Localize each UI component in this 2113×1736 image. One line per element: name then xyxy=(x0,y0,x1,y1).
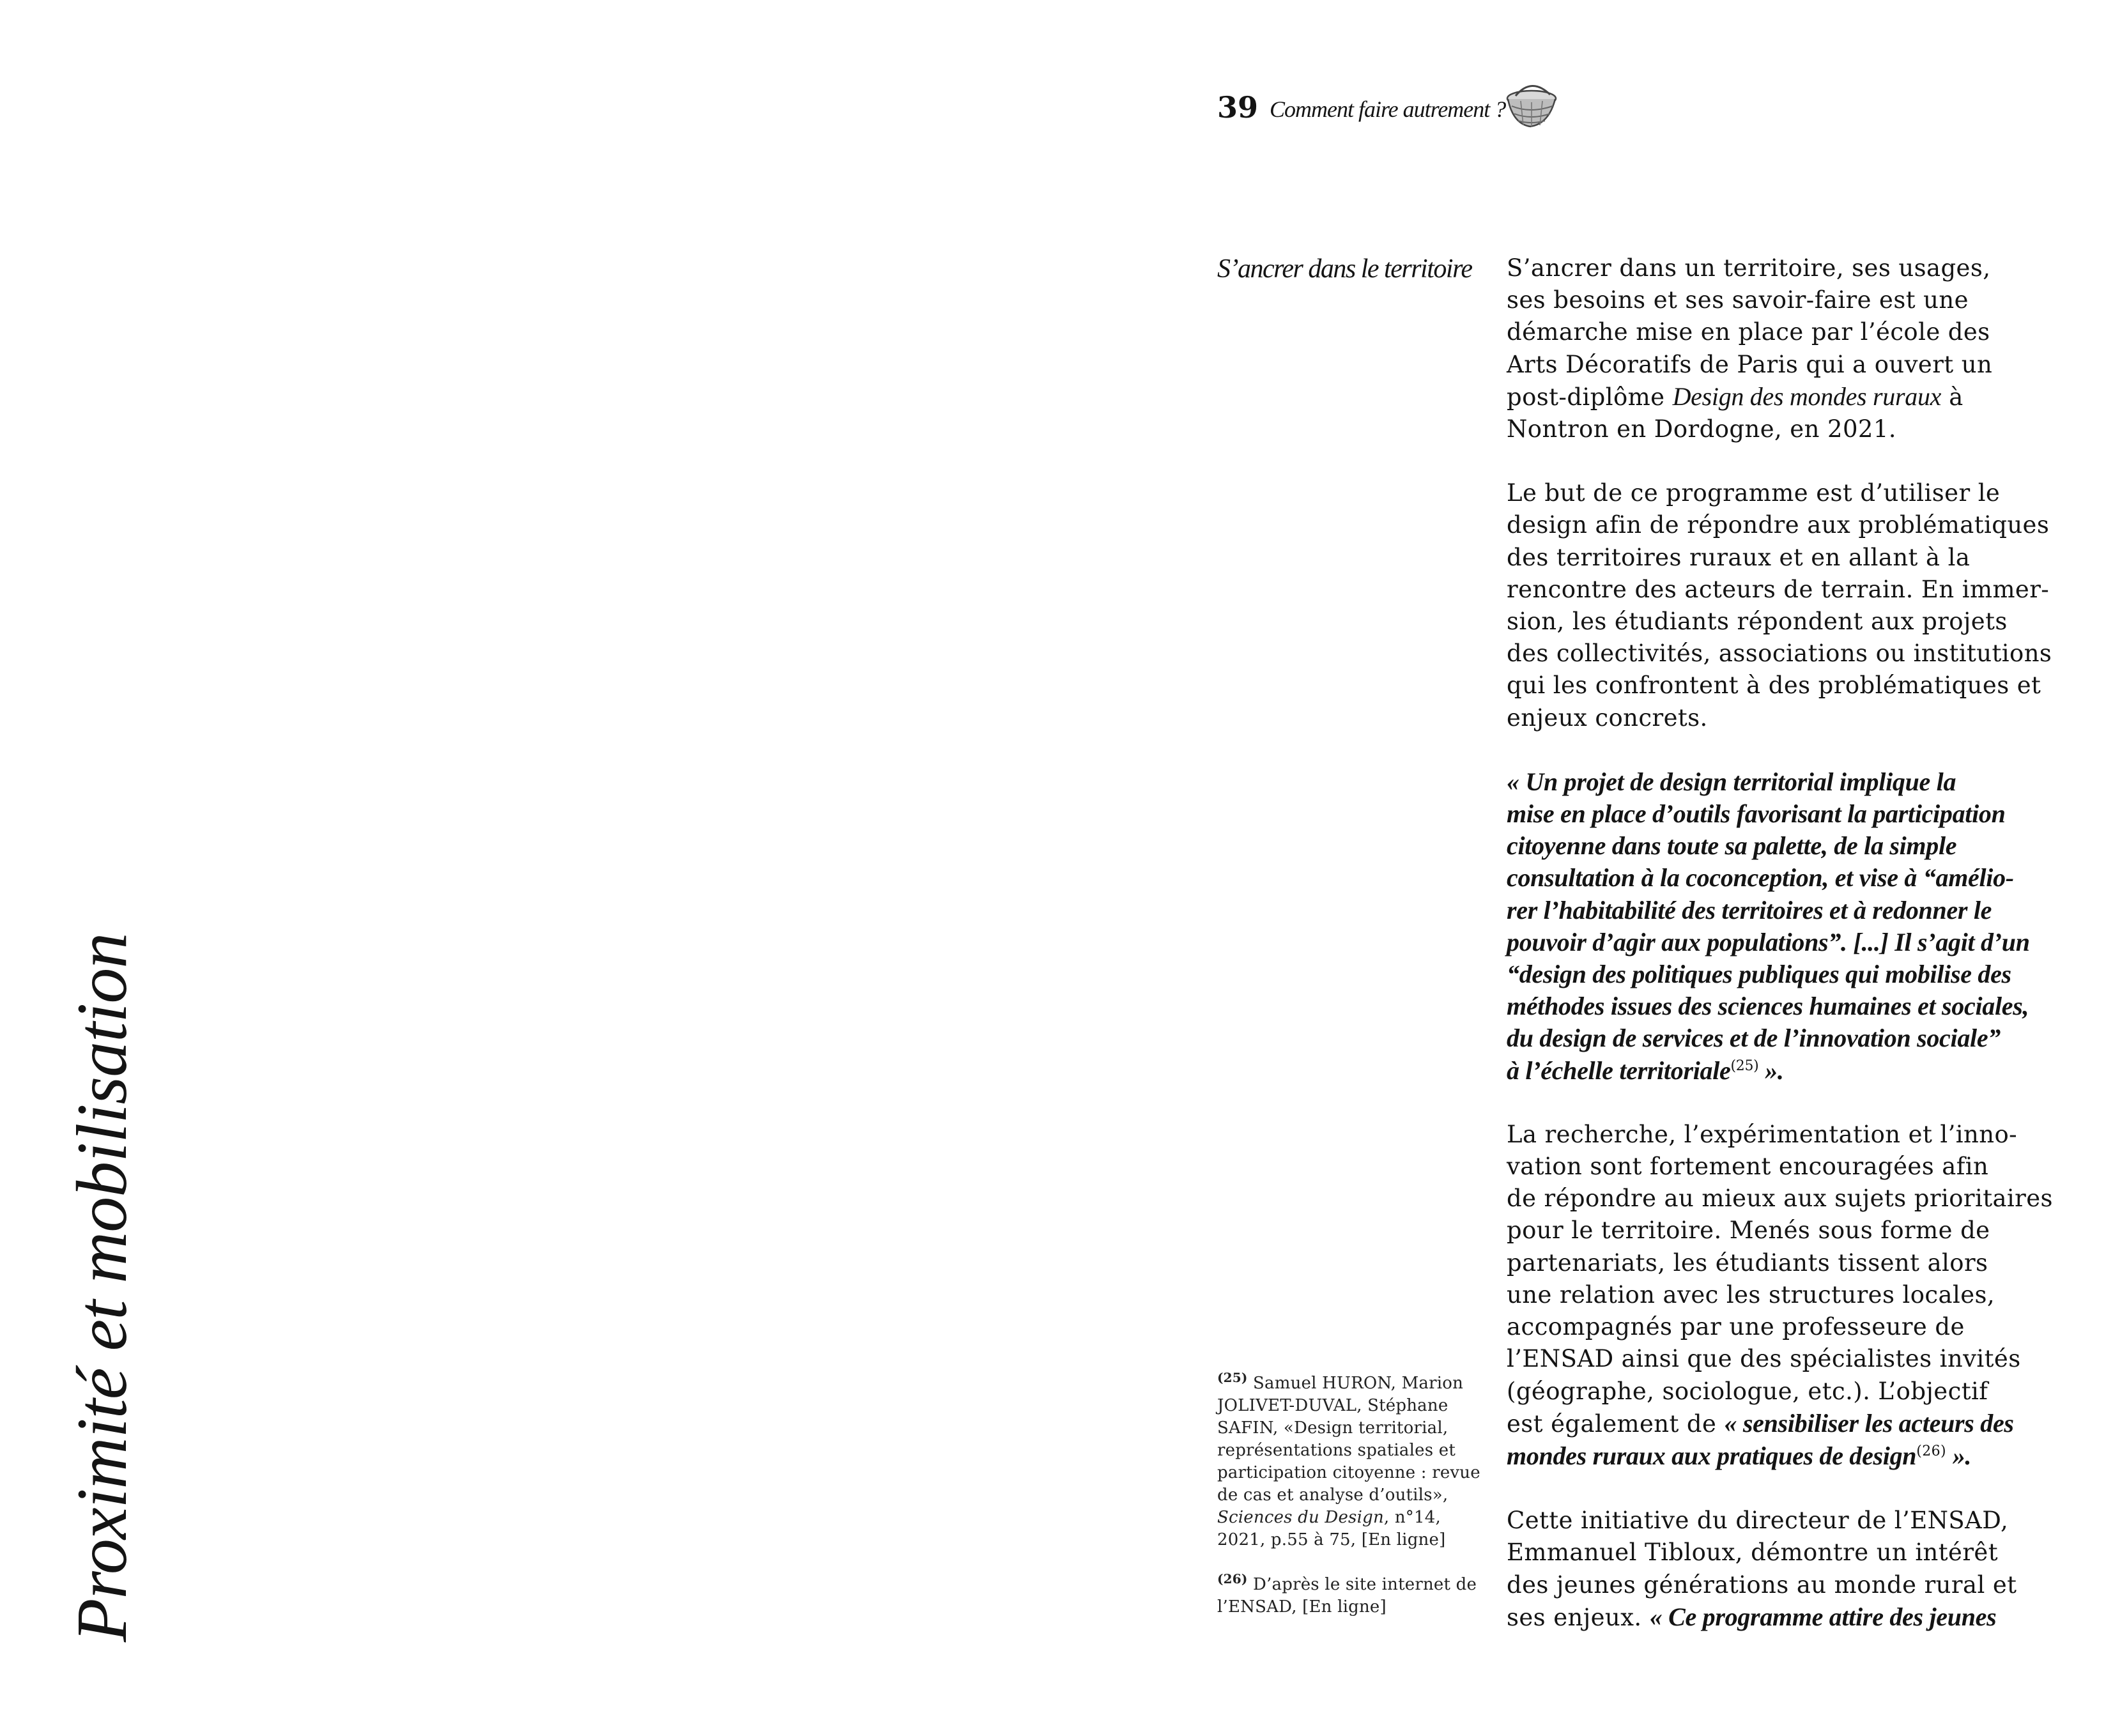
text-line: enjeux concrets. xyxy=(1507,703,1708,732)
text-line: une relation avec les structures locales, xyxy=(1507,1280,1995,1309)
left-page-title-area xyxy=(63,933,142,1642)
footnote-number: (26) xyxy=(1217,1571,1248,1586)
block-quote xyxy=(1507,766,2069,1087)
vertical-section-title: Proximité et mobilisation xyxy=(63,933,142,1642)
text-line: des collectivités, associations ou institutions xyxy=(1507,640,2052,668)
quote-line: « Un projet de design territorial implique la xyxy=(1507,767,1956,796)
text-segment: post-diplôme xyxy=(1507,383,1673,411)
paragraph-3 xyxy=(1507,1119,2069,1473)
text-line xyxy=(1507,1408,2069,1440)
quote-line: consultation à la coconception, et vise à “amélio- xyxy=(1507,863,2014,893)
text-line: S’ancrer dans un territoire, ses usages, xyxy=(1507,254,1991,282)
footnote-ref-25: (25) xyxy=(1730,1057,1759,1074)
text-segment: à l’échelle territoriale xyxy=(1507,1056,1731,1085)
page-number: 39 xyxy=(1217,90,1259,125)
text-line: La recherche, l’expérimentation et l’inno- xyxy=(1507,1120,2018,1148)
text-line: design afin de répondre aux problématiques xyxy=(1507,511,2050,539)
paragraph-1 xyxy=(1507,252,2069,445)
text-line: des jeunes générations au monde rural et xyxy=(1507,1571,2017,1599)
running-title: Comment faire autrement ? xyxy=(1270,96,1506,122)
text-line: Le but de ce programme est d’utiliser le xyxy=(1507,479,2001,507)
quote-line: “design des politiques publiques qui mobilise des xyxy=(1507,960,2011,989)
text-segment: ». xyxy=(1946,1441,1972,1470)
text-line: ses besoins et ses savoir-faire est une xyxy=(1507,286,1969,314)
margin-label: S’ancrer dans le territoire xyxy=(1217,254,1472,284)
footnotes xyxy=(1217,1372,1486,1641)
text-line: Nontron en Dordogne, en 2021. xyxy=(1507,415,1896,443)
text-line: accompagnés par une professeure de xyxy=(1507,1313,1965,1341)
text-line: démarche mise en place par l’école des xyxy=(1507,318,1990,346)
text-line: sion, les étudiants répondent aux projets xyxy=(1507,608,2008,636)
footnote-text: Samuel HURON, Marion JOLIVET-DUVAL, Stéphane SAFIN, «Design territorial, représentations spatiales et participation citoyenne : revue de cas et analyse d’outils», xyxy=(1217,1374,1480,1505)
footnote-26 xyxy=(1217,1571,1486,1618)
text-line: qui les confrontent à des problématiques et xyxy=(1507,672,2041,700)
text-line: vation sont fortement encouragées afin xyxy=(1507,1153,1989,1181)
text-line: (géographe, sociologue, etc.). L’objectif xyxy=(1507,1377,1988,1405)
quote-line: du design de services et de l’innovation sociale” xyxy=(1507,1024,2001,1053)
text-line xyxy=(1507,381,2069,413)
footnote-text: D’après le site internet de l’ENSAD, [En ligne] xyxy=(1217,1575,1477,1617)
italic-title: Design des mondes ruraux xyxy=(1672,381,1942,411)
main-text-column xyxy=(1507,252,2069,1666)
text-segment: est également de xyxy=(1507,1410,1725,1438)
quote-line: pouvoir d’agir aux populations”. [...] Il s’agit d’un xyxy=(1507,927,2030,956)
text-line: Cette initiative du directeur de l’ENSAD, xyxy=(1507,1507,2009,1535)
text-line: Emmanuel Tibloux, démontre un intérêt xyxy=(1507,1539,1998,1567)
text-line xyxy=(1507,1601,2069,1634)
text-line: l’ENSAD ainsi que des spécialistes invités xyxy=(1507,1345,2021,1373)
text-line: pour le territoire. Menés sous forme de xyxy=(1507,1217,1990,1245)
inline-quote: « Ce programme attire des jeunes xyxy=(1649,1602,1997,1631)
quote-line: citoyenne dans toute sa palette, de la simple xyxy=(1507,831,1957,861)
text-line: Arts Décoratifs de Paris qui a ouvert un xyxy=(1507,350,1993,378)
quote-line: méthodes issues des sciences humaines et sociales, xyxy=(1507,992,2029,1021)
paragraph-4 xyxy=(1507,1505,2069,1634)
text-line xyxy=(1507,1440,2069,1473)
inline-quote: mondes ruraux aux pratiques de design xyxy=(1507,1441,1917,1470)
footnote-ref-26: (26) xyxy=(1916,1443,1947,1459)
paragraph-2 xyxy=(1507,477,2069,734)
text-segment: ». xyxy=(1758,1056,1784,1085)
footnote-text: , n°14, 2021, p.55 à 75, [En ligne] xyxy=(1217,1508,1446,1549)
footnote-journal: Sciences du Design xyxy=(1217,1508,1384,1527)
text-line: rencontre des acteurs de terrain. En immer- xyxy=(1507,575,2050,603)
basket-icon xyxy=(1502,82,1559,130)
text-line: partenariats, les étudiants tissent alors xyxy=(1507,1248,1988,1277)
quote-line: mise en place d’outils favorisant la participation xyxy=(1507,799,2006,829)
footnote-25 xyxy=(1217,1372,1486,1551)
inline-quote: « sensibiliser les acteurs des xyxy=(1724,1408,2014,1438)
quote-line: rer l’habitabilité des territoires et à redonner le xyxy=(1507,895,1992,925)
text-segment: à xyxy=(1941,383,1963,411)
text-line: des territoires ruraux et en allant à la xyxy=(1507,543,1971,571)
text-line: de répondre au mieux aux sujets prioritaires xyxy=(1507,1185,2053,1213)
footnote-number: (25) xyxy=(1217,1370,1248,1385)
text-segment: ses enjeux. xyxy=(1507,1603,1650,1631)
quote-line xyxy=(1507,1055,2069,1087)
